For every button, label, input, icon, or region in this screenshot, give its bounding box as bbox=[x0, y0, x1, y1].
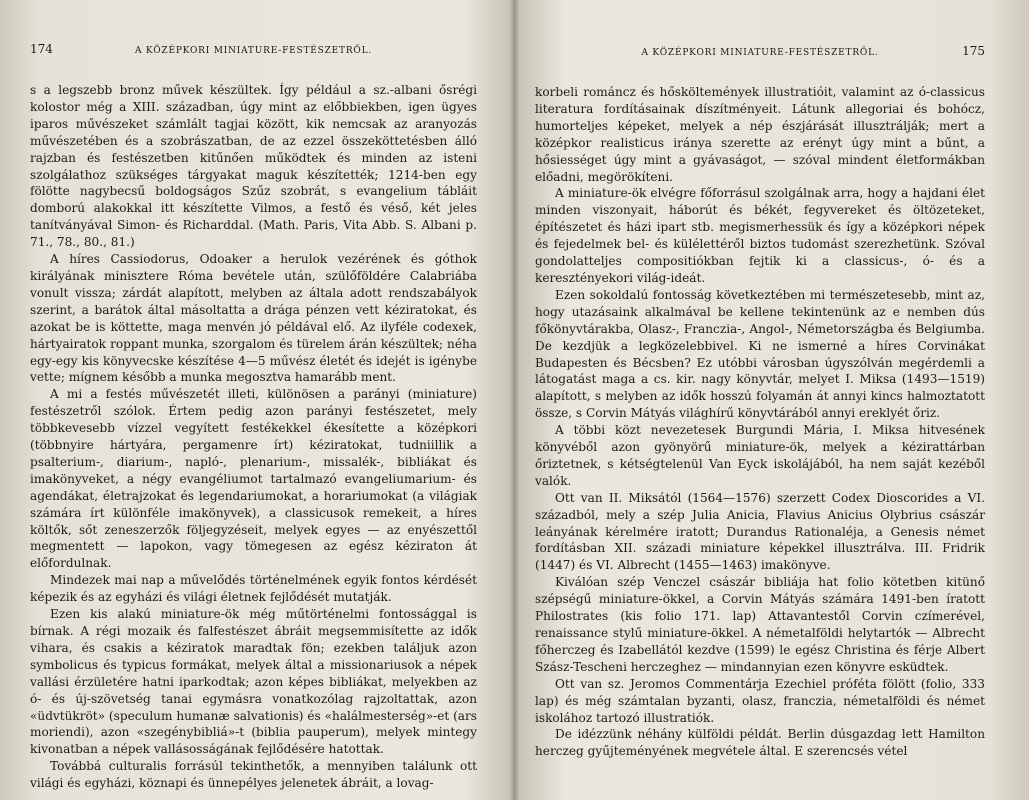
paragraph: Ezen sokoldalú fontosság következtében mi természetesebb, mint az, hogy utazásaink alkalmával be kellene tekintenünk az e nemben dús főkönyvtárakba, Olasz-, Franczia-, Angol-, Németországba és Belgiumba. De kezdjük a legközelebbivel. Ki ne ismerné a híres Corvinákat Budapesten és Bécsben? Ez utóbbi városban úgyszólván megérdemli a látogatást maga a cs. kir. nagy könyvtár, melyet I. Miksa (1493—1519) alapított, s melyben az idők hosszú folyamán át annyi kincs halmoztatott össze, s Corvin Mátyás világhírű könyvtárából annyi ereklyét őriz. bbox=[535, 287, 985, 421]
paragraph: A híres Cassiodorus, Odoaker a herulok vezérének és góthok királyának minisztere Róma bevétele után, szülőföldére Calabriába vonult vissza; zárdát alapított, melyben az általa adott rendszabályok szerint, a barátok által másoltatta a drága pénzen vett kéziratokat, és azokat be is köttette, maga menvén jó példával elő. Az ilyféle codexek, hártyairatok roppant munka, szorgalom és türelem árán készültek; néha egy-egy kis könyvecske készítése 4—5 művész életét és idejét is igénybe vette; mígnem később a munka megosztva hamarább ment. bbox=[30, 252, 477, 385]
paragraph: Kiválóan szép Venczel császár bibliája hat folio kötetben kitünő szépségű miniature-ökkel, a Corvin Mátyás számára 1491-ben íratott Philostrates (kis folio 171. lap) Attavantestől Corvin czímerével, renaissance stylű miniature-ökkel. A németalföldi helytartók — Albrecht főherczeg és Izabellától kezdve (1599) le egész Christina és férje Albert Szász-Tescheni herczeghez — mindannyian ezen könyvre esküdtek. bbox=[535, 575, 985, 674]
paragraph: A miniature-ök elvégre főforrásul szolgálnak arra, hogy a hajdani élet minden viszonyait, háborút és békét, fegyvereket és öltözeteket, építészetet és házi ipart stb. megismerhessük és így a középkori népek és fejedelmek bel- és külélettéről biztos tudomást szerezhetünk. Szóval gondolatteljes compositiókban fejtik ki a classicus-, ó- és a keresztényekori világ-ideát. bbox=[535, 186, 985, 285]
paragraph: Továbbá culturalis forrásúl tekinthetők, a mennyiben találunk ott világi és egyházi, köznapi és ünnepélyes jelenetek ábráit, a lovag- bbox=[30, 759, 477, 791]
paragraph: A mi a festés művészetét illeti, különösen a parányi (miniature) festészetről szólok. Értem pedig azon parányi festészetet, mely többkevesebb vízzel vegyített festékekkel ékesítette a középkori (többnyire hártyára, pergamenre írt) kéziratokat, tudniillik a psalterium-, diarium-, napló-, plenarium-, missalék-, bibliákat és imakönyveket, a négy evangéliumot tartalmazó evangeliumarium- és agendákat, életrajzokat és legendariumokat, a horariumokat (a világiak számára írt különféle imakönyvek), a classicusok remekeit, a híres költők, sőt zeneszerzők följegyzéseit, melyek egyes — az enyészettől megmentett — lapokon, vagy tömegesen az egész kéziraton át előfordulnak. bbox=[30, 387, 477, 571]
left-page bbox=[0, 0, 505, 800]
paragraph: Ott van II. Miksától (1564—1576) szerzett Codex Dioscorides a VI. századból, mely a szép Julia Anicia, Flavius Anicius Olybrius császár leányának kérelmére iratott; Durandus Rationaléja, a Genesis német fordításban XII. századi miniature képekkel illusztrálva. III. Fridrik (1447) és VI. Albrecht (1455—1463) imakönyve. bbox=[535, 490, 985, 573]
paragraph: korbeli románcz és hősköltemények illustratióit, valamint az ó-classicus literatura fordításainak díszítményeit. Látunk allegoriai és bohócz, humorteljes képeket, melyek a nép észjárását illusztrálják; mert a középkor realisticus iránya szerette az erényt úgy mint a bűnt, a hősiességet úgy mint a gyávaságot, — szóval mindent életformákban előadni, megörökíteni. bbox=[535, 85, 985, 184]
left-page-body bbox=[30, 82, 477, 792]
paragraph: Mindezek mai nap a művelődés történelmének egyik fontos kérdését képezik és az egyházi és világi életnek fejlődését mutatják. bbox=[30, 573, 477, 605]
running-head: A KÖZÉPKORI MINIATURE-FESTÉSZETRŐL. bbox=[641, 48, 879, 58]
left-page-header bbox=[30, 42, 477, 62]
book-gutter bbox=[505, 0, 517, 800]
paragraph: De idézzünk néhány külföldi példát. Berlin dúsgazdag lett Hamilton herczeg gyűjteményének megvétele által. E szerencsés vétel bbox=[535, 727, 985, 759]
right-page-header bbox=[535, 44, 985, 64]
paragraph: A többi közt nevezetesek Burgundi Mária, I. Miksa hitvesének könyvéből azon gyönyörű miniature-ök, melyek a kézirattárban őriztetnek, s kétségtelenül Van Eyck iskolájából, ha nem saját kezéből valók. bbox=[535, 423, 985, 488]
page-number: 175 bbox=[962, 44, 985, 58]
right-page-body bbox=[535, 84, 985, 760]
paragraph: Ezen kis alakú miniature-ök még műtörténelmi fontossággal is bírnak. A régi mozaik és falfestészet ábráit megsemmisítette az idők vihara, és csakis a kéziratok maradtak fön; ezekben találjuk azon symbolicus és typicus formákat, melyek által a missionariusok a népek vallási érzületére hatni iparkodtak; azon képes bibliákat, melyekben az ó- és új-szövetség tanai egymásra vonatkozólag rajzoltattak, azon «üdvtükröt» (speculum humanæ salvationis) és «halálmesterség»-et (ars moriendi), azon «szegénybibliá»-t (biblia pauperum), melyek mintegy kivonatban a népek vallásosságának fejlődésére hatottak. bbox=[30, 607, 477, 757]
running-head: A KÖZÉPKORI MINIATURE-FESTÉSZETRŐL. bbox=[134, 46, 373, 56]
paragraph: s a legszebb bronz művek készültek. Így például a sz.-albani ősrégi kolostor még a XIII. században, úgy mint az előbbiekben, igen ügyes iparos művészeket számlált tagjai között, kik nemcsak az aranyozás művészetében és a szobrászatban, de az ezzel összeköttetésben álló rajzban és festészetben kitűnően működtek és minden az isteni szolgálathoz szükséges tárgyakat maguk készítették; 1214-ben egy fölötte nagybecsű boldogságos Szűz szobrát, s evangelium tábláit domború alakokkal itt készítette Vilmos, a festő és véső, két jeles tanítványával Simon- és Richarddal. (Math. Paris, Vita Abb. S. Albani p. 71., 78., 80., 81.) bbox=[30, 83, 477, 250]
paragraph: Ott van sz. Jeromos Commentárja Ezechiel próféta fölött (folio, 333 lap) és még számtalan byzanti, olasz, franczia, németalföldi és német iskolához tartozó illustratiók. bbox=[535, 676, 985, 725]
page-number: 174 bbox=[30, 42, 53, 56]
right-page bbox=[517, 0, 1029, 800]
